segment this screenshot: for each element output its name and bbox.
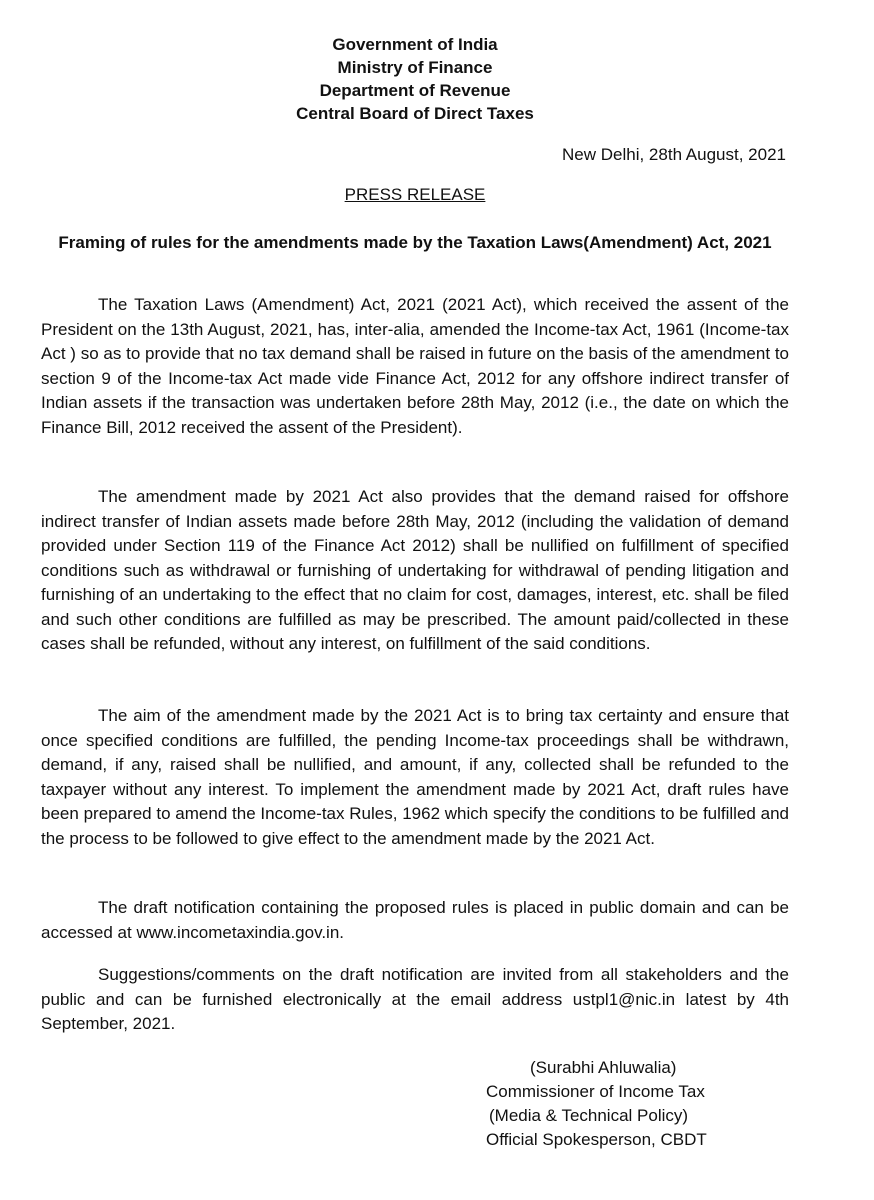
paragraph-5: Suggestions/comments on the draft notification are invited from all stakeholders and the public and can be furnished electronically at the email address ustpl1@nic.in latest by 4th September, 2021. — [41, 965, 789, 1033]
press-release-heading: PRESS RELEASE — [344, 185, 486, 204]
paragraph-3: The aim of the amendment made by the 2021 Act is to bring tax certainty and ensure that once specified conditions are fulfilled, the pending Income-tax proceedings shall be withdrawn, demand, if any, raised shall be nullified, and amount, if any, collected shall be refunded to the taxpayer without any interest. To implement the amendment made by 2021 Act, draft rules have been prepared to amend the Income-tax Rules, 1962 which specify the conditions to be fulfilled and the process to be followed to give effect to the amendment made by the 2021 Act. — [41, 706, 789, 848]
signatory-designation: Commissioner of Income Tax — [486, 1082, 705, 1101]
letterhead-department: Department of Revenue — [319, 81, 511, 100]
paragraph-2: The amendment made by 2021 Act also provides that the demand raised for offshore indirect transfer of Indian assets made before 28th May, 2012 (including the validation of demand provided under Section 119 of the Finance Act 2012) shall be nullified on fulfillment of specified conditions such as withdrawal or furnishing of undertaking for withdrawal of pending litigation and furnishing of an undertaking to the effect that no claim for cost, damages, interest, etc. shall be filed and such other conditions are fulfilled as may be prescribed. The amount paid/collected in these cases shall be refunded, without any interest, on fulfillment of the said conditions. — [41, 487, 789, 653]
signature-block — [486, 1056, 786, 1152]
signatory-unit: (Media & Technical Policy) — [489, 1106, 689, 1125]
signatory-role: Official Spokesperson, CBDT — [486, 1130, 707, 1149]
subject-heading: Framing of rules for the amendments made by the Taxation Laws(Amendment) Act, 2021 — [58, 233, 772, 252]
letterhead — [0, 33, 830, 125]
release-date: New Delhi, 28th August, 2021 — [562, 145, 786, 164]
letterhead-government: Government of India — [332, 35, 498, 54]
paragraph-1: The Taxation Laws (Amendment) Act, 2021 (2021 Act), which received the assent of the President on the 13th August, 2021, has, inter-alia, amended the Income-tax Act, 1961 (Income-tax Act ) so as to provide that no tax demand shall be raised in future on the basis of the amendment to section 9 of the Income-tax Act made vide Finance Act, 2012 for any offshore indirect transfer of Indian assets if the transaction was undertaken before 28th May, 2012 (i.e., the date on which the Finance Bill, 2012 received the assent of the President). — [41, 295, 789, 437]
signatory-name: (Surabhi Ahluwalia) — [530, 1058, 677, 1077]
letterhead-board: Central Board of Direct Taxes — [296, 104, 534, 123]
paragraph-4: The draft notification containing the proposed rules is placed in public domain and can be accessed at www.incometaxindia.gov.in. — [41, 898, 789, 942]
letterhead-ministry: Ministry of Finance — [337, 58, 493, 77]
